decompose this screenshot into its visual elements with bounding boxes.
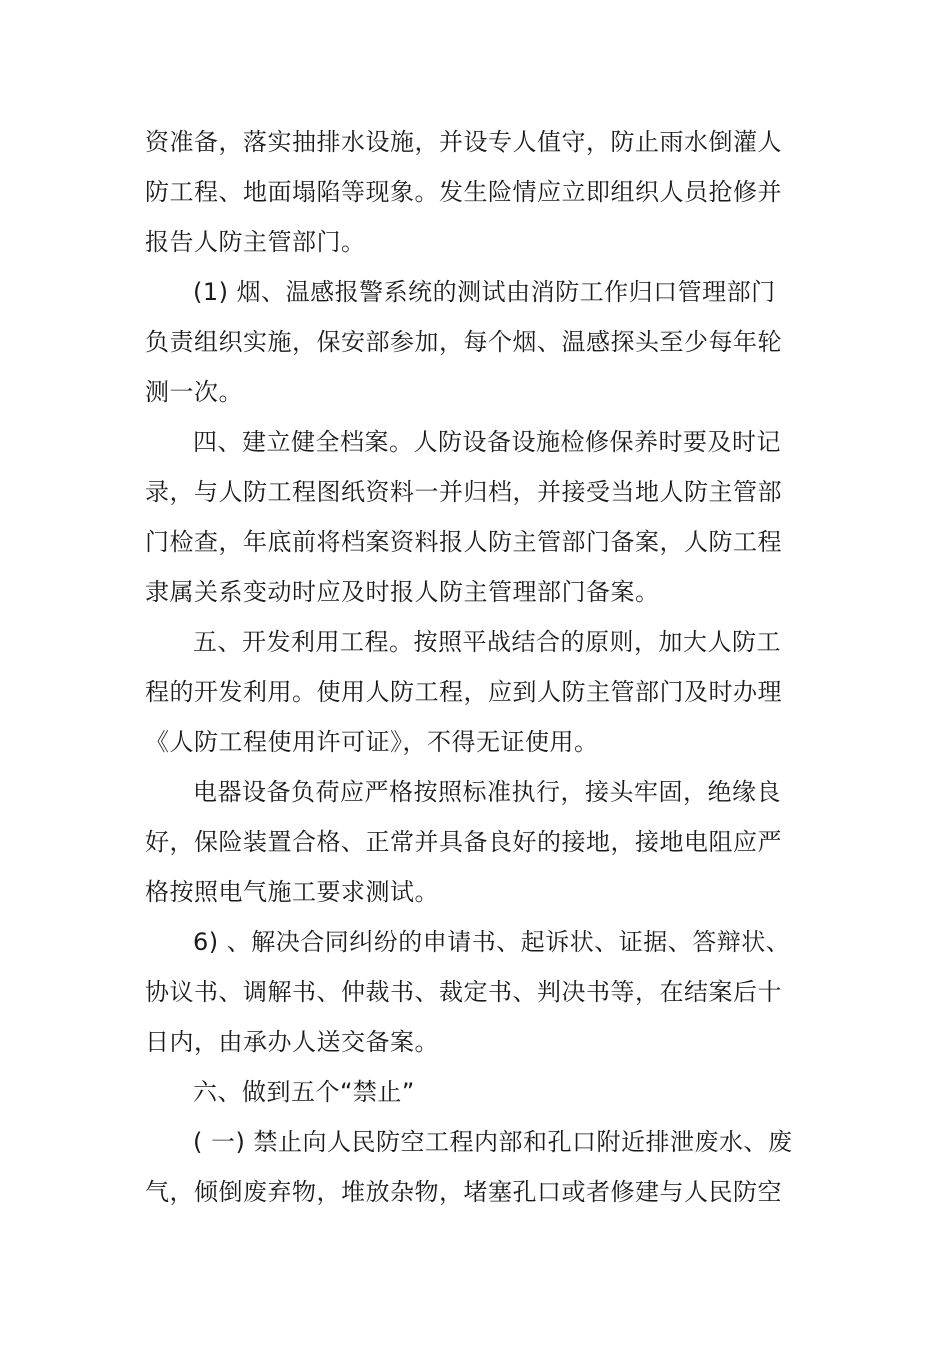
text-line: 格按照电气施工要求测试。: [145, 878, 439, 906]
text-line: 气，倾倒废弃物，堆放杂物，堵塞孔口或者修建与人民防空: [145, 1178, 782, 1206]
text-line: 资准备，落实抽排水设施，并设专人值守，防止雨水倒灌人: [145, 128, 782, 156]
text-line: 负责组织实施，保安部参加，每个烟、温感探头至少每年轮: [145, 328, 782, 356]
text-line: 录，与人防工程图纸资料一并归档，并接受当地人防主管部: [145, 478, 782, 506]
text-line: 防工程、地面塌陷等现象。发生险情应立即组织人员抢修并: [145, 178, 782, 206]
text-line: 电器设备负荷应严格按照标准执行，接头牢固，绝缘良: [193, 778, 781, 806]
text-line: (1) 烟、温感报警系统的测试由消防工作归口管理部门: [193, 278, 776, 306]
text-line: 六、做到五个“禁止”: [193, 1078, 415, 1106]
text-line: 四、建立健全档案。人防设备设施检修保养时要及时记: [193, 428, 781, 456]
text-line: 6) 、解决合同纠纷的申请书、起诉状、证据、答辩状、: [193, 928, 791, 956]
text-line: 报告人防主管部门。: [145, 228, 366, 256]
text-line: 五、开发利用工程。按照平战结合的原则，加大人防工: [193, 628, 781, 656]
text-line: 门检查，年底前将档案资料报人防主管部门备案，人防工程: [145, 528, 782, 556]
text-line: 程的开发利用。使用人防工程，应到人防主管部门及时办理: [145, 678, 782, 706]
text-line: 日内，由承办人送交备案。: [145, 1028, 439, 1056]
text-line: 协议书、调解书、仲裁书、裁定书、判决书等，在结案后十: [145, 978, 782, 1006]
text-line: 隶属关系变动时应及时报人防主管理部门备案。: [145, 578, 660, 606]
text-line: 测一次。: [145, 378, 243, 406]
text-line: 《人防工程使用许可证》，不得无证使用。: [145, 728, 599, 756]
text-line: ( 一) 禁止向人民防空工程内部和孔口附近排泄废水、废: [193, 1128, 793, 1156]
text-line: 好，保险装置合格、正常并具备良好的接地，接地电阻应严: [145, 828, 782, 856]
